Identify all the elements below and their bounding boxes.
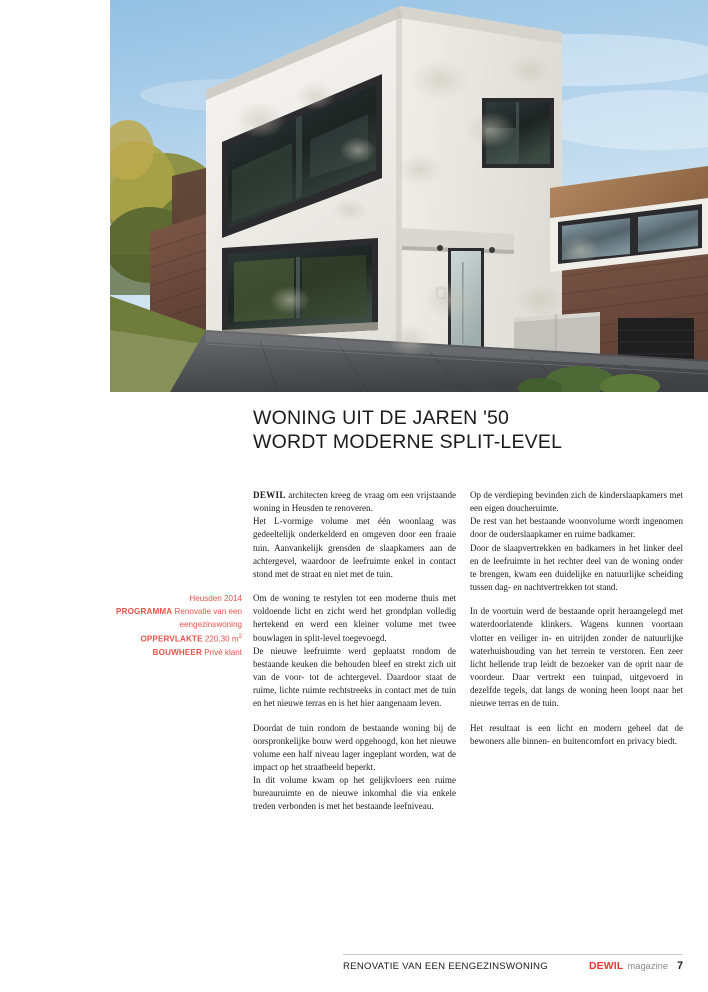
paragraph: In de voortuin werd de bestaande oprit heraangelegd met waterdoorlatende klinkers. Wagens kunnen voortaan vlotter en veiliger in- en uitrijden zonder de natuurlijke waterhuishouding van het terrein te verstoren. Een zeer licht hellende trap leidt de bezoeker van de oprit naar de voordeur. Daar vertrekt een tuinpad, uitgevoerd in dezelfde tegels, dat langs de woning heen loopt naar het nieuwe terras en de tuin. — [470, 606, 683, 709]
paragraph: Op de verdieping bevinden zich de kinderslaapkamers met een eigen doucheruimte. — [470, 490, 683, 514]
body-column-left — [253, 489, 456, 814]
meta-oppervlakte-value: 220,30 m — [204, 634, 239, 644]
photo-illustration — [110, 0, 708, 392]
meta-programma-value: Renovatie van een eengezinswoning — [174, 607, 242, 630]
meta-programma-label: PROGRAMMA — [116, 607, 173, 617]
body-column-right — [470, 489, 683, 748]
meta-programma — [70, 605, 242, 631]
paragraph — [253, 489, 456, 515]
page-number: 7 — [677, 960, 683, 972]
paragraph: De rest van het bestaande woonvolume wordt ingenomen door de ouderslaapkamer en ruime badkamer. — [470, 516, 683, 540]
footer-divider — [343, 954, 683, 955]
article-title-line-2: WORDT MODERNE SPLIT-LEVEL — [253, 431, 563, 453]
project-metadata — [70, 592, 242, 659]
meta-bouwheer — [70, 646, 242, 659]
meta-location-year-value: Heusden 2014 — [189, 594, 242, 603]
paragraph: Het L-vormige volume met één woonlaag was gedeeltelijk onderkelderd en omgeven door een fraaie tuin. Aanvankelijk grensden de slaapkamers aan de achtergevel, waardoor de leefruimte enkel in contact stond met de straat en niet met de tuin. — [253, 516, 456, 579]
project-photo — [110, 0, 708, 392]
article-title-line-1: WONING UIT DE JAREN '50 — [253, 407, 510, 429]
footer-branding — [589, 960, 683, 972]
meta-oppervlakte-unit: 2 — [238, 634, 242, 641]
paragraph: Het resultaat is een licht en modern geheel dat de bewoners alle binnen- en buitencomfort en privacy biedt. — [470, 722, 683, 746]
paragraph: De nieuwe leefruimte werd geplaatst rondom de bestaande keuken die behouden bleef en strekt zich uit van de voor- tot de achtergevel. Daardoor staat de ruime, lichte ruimte rechtstreeks in contact met de tuin en het nieuwe terras en is het hier aangenaam leven. — [253, 645, 456, 709]
paragraph: Door de slaapvertrekken en badkamers in het linker deel en de leefruimte in het rechter deel van de woning onder te brengen, kwam een duidelijke en natuurlijke scheiding tussen dag- en nachtvertrekken tot stand. — [470, 542, 683, 593]
meta-oppervlakte — [70, 631, 242, 646]
meta-oppervlakte-label: OPPERVLAKTE — [140, 634, 203, 644]
page-footer — [343, 960, 683, 978]
footer-brand-name: DEWIL — [588, 961, 624, 972]
paragraph: Om de woning te restylen tot een moderne thuis met voldoende licht en zicht werd het grondplan volledig hertekend en werd een kleiner volume met twee bouwlagen in split-level toegevoegd. — [253, 593, 456, 643]
paragraph: Doordat de tuin rondom de bestaande woning bij de oorspronkelijke bouw werd opgehoogd, kon het nieuwe volume een half niveau lager ingeplant worden, wat de impact op het straatbeeld beperkt. — [253, 722, 456, 772]
footer-brand-suffix: magazine — [627, 960, 669, 971]
meta-location-year — [70, 592, 242, 605]
article-title — [253, 406, 683, 454]
footer-section-title: RENOVATIE VAN EEN EENGEZINSWONING — [343, 961, 548, 972]
meta-bouwheer-label: BOUWHEER — [152, 648, 202, 658]
paragraph: In dit volume kwam op het gelijkvloers een ruime bureauruimte en de nieuwe inkomhal die via enkele treden verbonden is met het bestaande leefniveau. — [253, 775, 456, 812]
paragraph-text: architecten kreeg de vraag om een vrijstaande woning in Heusden te renoveren. — [253, 490, 456, 514]
meta-bouwheer-value: Privé klant — [204, 648, 242, 658]
body-brand-lead: DEWIL — [253, 490, 286, 500]
